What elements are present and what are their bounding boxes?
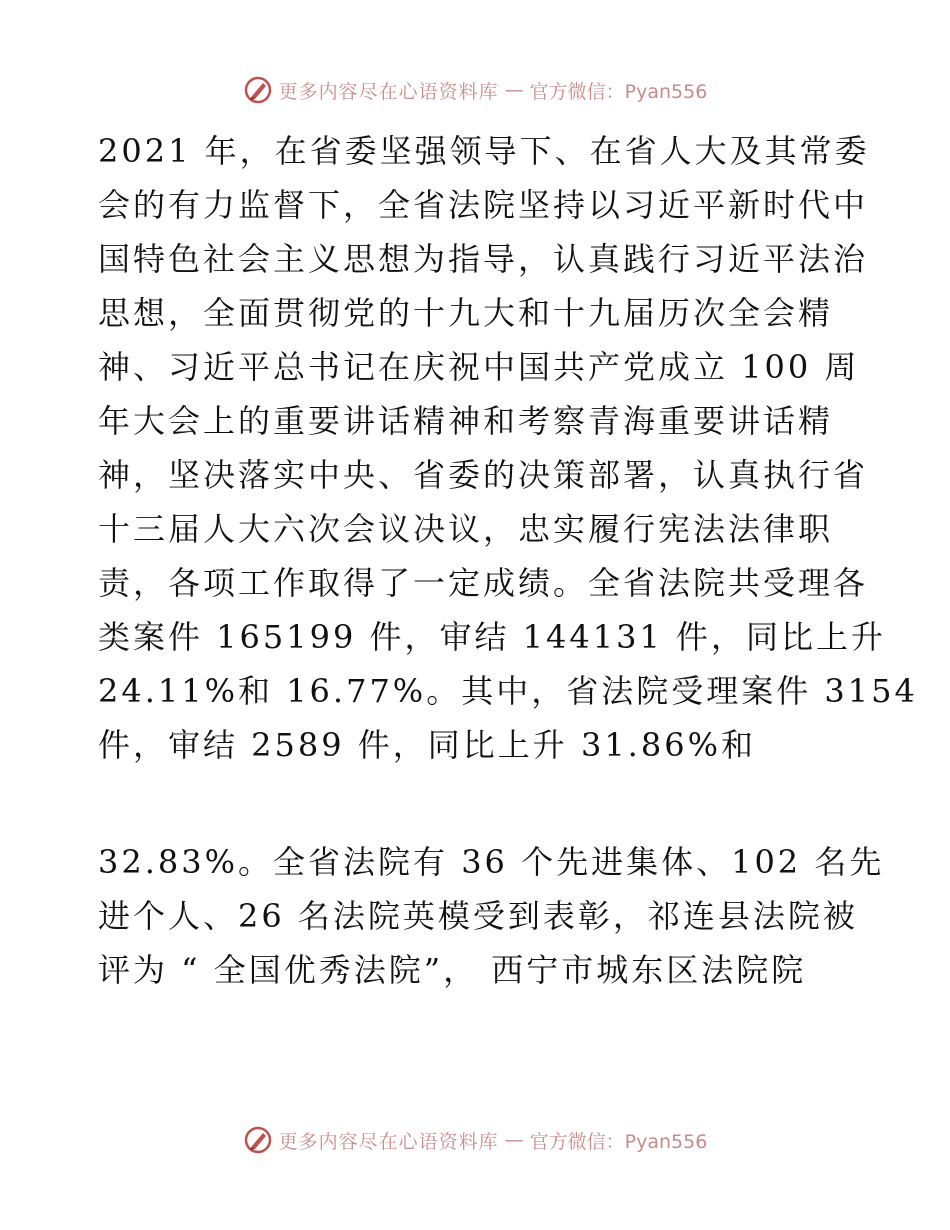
text-line: 32.83%。全省法院有 36 个先进集体、102 名先: [98, 843, 885, 881]
text-line: 国特色社会主义思想为指导，认真践行习近平法治: [98, 240, 869, 278]
paragraph-1: [98, 124, 918, 772]
footer-watermark: [0, 1120, 950, 1160]
watermark-text: 更多内容尽在心语资料库: [278, 1130, 499, 1153]
pen-circle-icon: [243, 75, 273, 105]
text-line: 类案件 165199 件，审结 144131 件，同比上升: [98, 618, 887, 656]
text-line: 会的有力监督下，全省法院坚持以习近平新时代中: [98, 186, 869, 224]
text-line: 评为 “ 全国优秀法院”， 西宁市城东区法院院: [98, 951, 807, 989]
header-watermark: [0, 70, 950, 110]
text-line: 责，各项工作取得了一定成绩。全省法院共受理各: [98, 564, 869, 602]
text-line: 神、习近平总书记在庆祝中国共产党成立 100 周: [98, 348, 860, 386]
watermark-contact: 官方微信：Pyan556: [529, 80, 708, 103]
watermark-separator: —: [504, 79, 524, 101]
watermark-separator: —: [504, 1129, 524, 1151]
text-line: 神，坚决落实中央、省委的决策部署，认真执行省: [98, 456, 869, 494]
text-line: 24.11%和 16.77%。其中，省法院受理案件 3154: [98, 672, 918, 710]
text-line: 思想，全面贯彻党的十九大和十九届历次全会精: [98, 294, 834, 332]
pen-circle-icon: [243, 1125, 273, 1155]
text-line: 2021 年，在省委坚强领导下、在省人大及其常委: [98, 132, 870, 170]
text-line: 年大会上的重要讲话精神和考察青海重要讲话精: [98, 402, 834, 440]
watermark-contact: 官方微信：Pyan556: [529, 1130, 708, 1153]
watermark-text: 更多内容尽在心语资料库: [278, 80, 499, 103]
text-line: 进个人、26 名法院英模受到表彰，祁连县法院被: [98, 897, 858, 935]
text-line: 十三届人大六次会议决议，忠实履行宪法法律职: [98, 510, 834, 548]
text-line: 件，审结 2589 件，同比上升 31.86%和: [98, 726, 756, 764]
paragraph-2: [98, 835, 885, 997]
